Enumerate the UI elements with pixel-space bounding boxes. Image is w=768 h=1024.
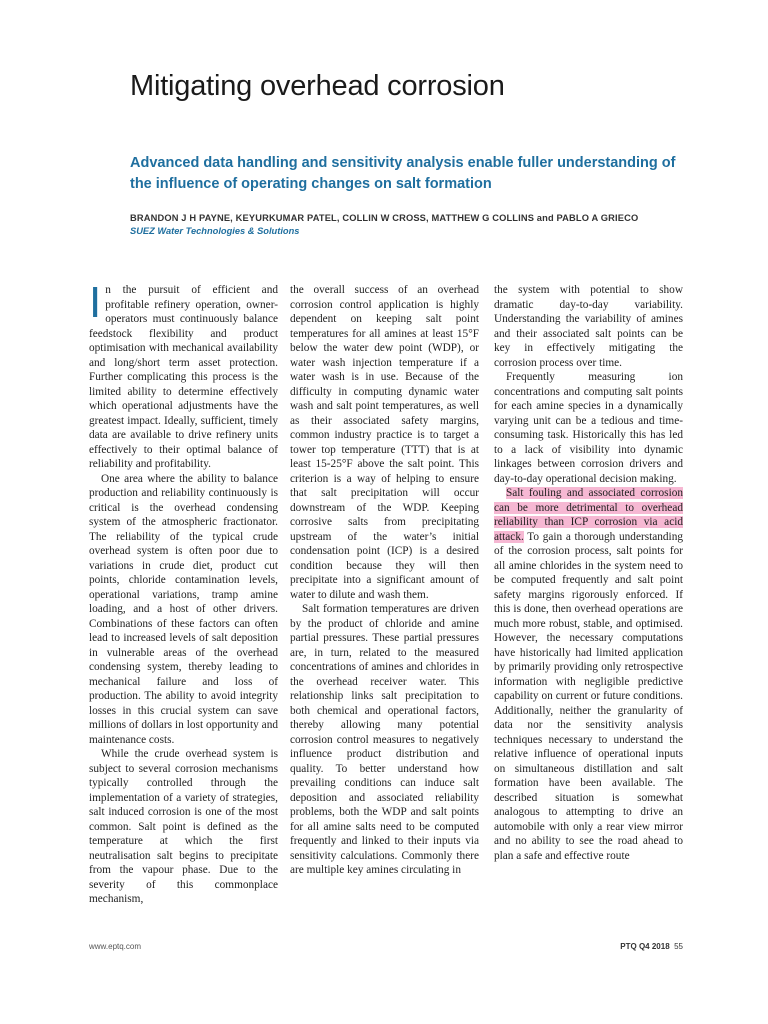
paragraph: the system with potential to show dramatic day-to-day variability. Understanding the variability of amines and their associated salt points can be key in effectively mitigating the corrosion process over time.	[494, 284, 683, 369]
author-list: BRANDON J H PAYNE, KEYURKUMAR PATEL, COLLIN W CROSS, MATTHEW G COLLINS and PABLO A GRIECO	[130, 213, 639, 223]
footer-magazine: PTQ Q4 2018	[620, 942, 670, 951]
drop-cap: I	[89, 283, 102, 327]
footer-page-info	[620, 942, 683, 951]
paragraph: While the crude overhead system is subject to several corrosion mechanisms typically controlled through the implementation of a variety of strategies, salt induced corrosion is one of the most common. Salt point is defined as the temperature at which the first neutralisation salt begins to precipitate from the vapour phase. Due to the severity of this commonplace mechanism,	[89, 748, 278, 905]
paragraph-text: n the pursuit of efficient and profitable refinery operation, owner-operators must continuously balance feedstock flexibility and product optimisation with mechanical availability and long/short term asset protection. Further complicating this process is the limited ability to determine effectively which operational adjustments have the greatest impact. Ideally, sufficient, timely data are available to drive refinery units effectively to their optimal balance of reliability and profitability.	[89, 284, 278, 470]
body-column-3	[494, 283, 683, 908]
paragraph: Salt formation temperatures are driven by the product of chloride and amine partial pressures. These partial pressures are, in turn, related to the measured concentrations of amines and chlorides in the overhead receiver water. This relationship links salt precipitation to both chemical and operational factors, thereby allowing many potential corrosion control measures to negatively influence product distribution and quality. To better understand how prevailing conditions can induce salt deposition and associated reliability problems, both the WDP and salt points for all amine salts need to be computed frequently and linked to their inputs via sensitivity calculations. Commonly there are multiple key amines circulating in	[290, 603, 479, 876]
paragraph-text: To gain a thorough understanding of the corrosion process, salt points for all amine chlorides in the system need to be computed frequently and salt point safety margins rigorously enforced. If this is done, then overhead operations are much more robust, stable, and optimised. However, the necessary computations have historically had limited application by primarily providing only retrospective information with negligible predictive capability on current or future conditions. Additionally, neither the granularity of data nor the sensitivity analysis techniques necessary to understand the relative influence of operational inputs on simultaneous distillation and salt formation have been available. The described situation is somewhat analogous to attempting to drive an automobile with only a rear view mirror and no ability to see the road ahead to plan a safe and effective route	[494, 530, 683, 862]
paragraph	[89, 283, 278, 472]
body-column-1	[89, 283, 278, 908]
article-title: Mitigating overhead corrosion	[130, 70, 505, 102]
footer-website: www.eptq.com	[89, 942, 142, 951]
paragraph: the overall success of an overhead corrosion control application is highly dependent on keeping salt point temperatures for all amines at least 15°F below the water dew point (WDP), or water wash injection temperature if a water wash is in use. Because of the difficulty in computing dynamic water wash and salt point temperatures, as well as their associated safety margins, common industry practice is to target a tower top temperature (TTT) that is at least 15-25°F above the salt point. This criterion is a way of helping to ensure that salt precipitation will occur downstream of the WDP. Keeping corrosive salts from precipitating upstream of the water’s initial condensation point (ICP) is a desired condition because they will then precipitate into a significant amount of water to dilute and wash them.	[290, 284, 479, 601]
highlighted-text[interactable]: Salt fouling and associated corrosion can be more detrimental to overhead reliability than ICP corrosion via acid attack.	[494, 487, 683, 543]
page-number: 55	[674, 942, 683, 951]
author-affiliation: SUEZ Water Technologies & Solutions	[130, 226, 300, 236]
article-subtitle: Advanced data handling and sensitivity analysis enable fuller understanding of the influence of operating changes on salt formation	[130, 155, 676, 192]
paragraph	[494, 486, 683, 863]
paragraph: Frequently measuring ion concentrations and computing salt points for each amine species in a dynamically varying unit can be a tedious and time-consuming task. Historically this has led to a lack of visibility into dynamic linkages between corrosion drivers and day-to-day operational decision making.	[494, 371, 683, 485]
paragraph: One area where the ability to balance production and reliability continuously is critical is the overhead condensing system of the atmospheric fractionator. The reliability of the typical crude overhead system is often poor due to variations in crude diet, product cut points, chloride contamination levels, operational variations, tramp amine loading, and a host of other drivers. Combinations of these factors can often lead to increased levels of salt deposition in vulnerable areas of the overhead condensing system, thereby leading to mechanical failure and loss of production. The ability to avoid integrity losses in this crucial system can save millions of dollars in lost opportunity and maintenance costs.	[89, 472, 278, 746]
body-column-2	[290, 283, 479, 908]
